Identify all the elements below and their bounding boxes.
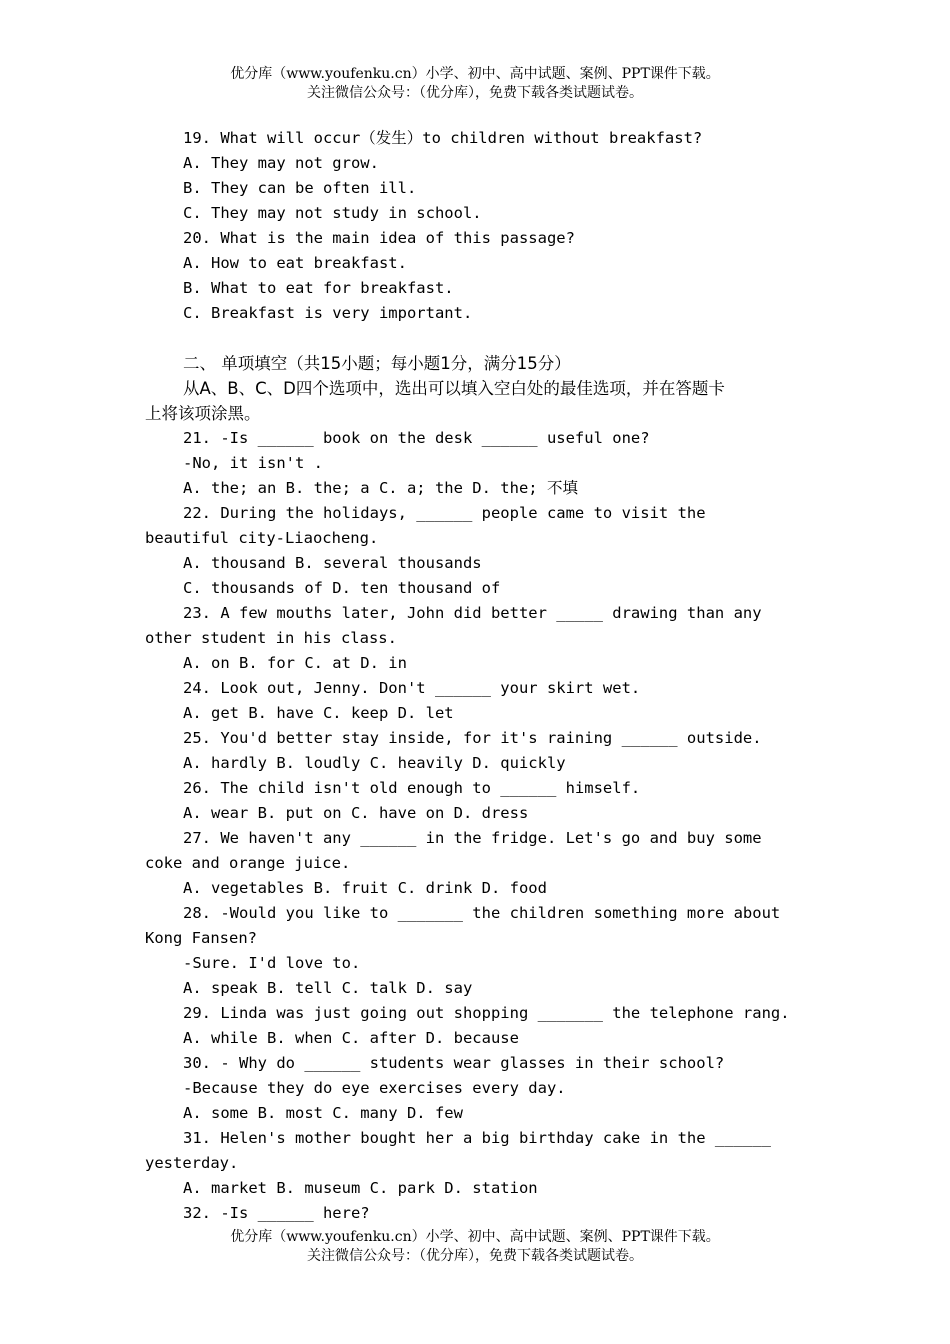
section-2-instruction: 从A、B、C、D四个选项中，选出可以填入空白处的最佳选项，并在答题卡	[183, 379, 725, 398]
question-line: 31. Helen's mother bought her a big birthday cake in the ______	[183, 1129, 771, 1147]
question-line: 32. -Is ______ here?	[183, 1204, 370, 1222]
question-line: 26. The child isn't old enough to ______ himself.	[183, 779, 641, 797]
question-line: -Sure. I'd love to.	[183, 954, 361, 972]
question-line: 22. During the holidays, ______ people came to visit the	[183, 504, 706, 522]
reading-line: 20. What is the main idea of this passage?	[183, 229, 575, 247]
reading-line: C. They may not study in school.	[183, 204, 482, 222]
question-line: 29. Linda was just going out shopping _______ the telephone rang.	[183, 1004, 790, 1022]
question-line: A. vegetables B. fruit C. drink D. food	[183, 879, 547, 897]
fill-blank-questions	[145, 426, 815, 1226]
section-gap	[145, 326, 815, 351]
page-footer-line1: 优分库（www.youfenku.cn）小学、初中、高中试题、案例、PPT课件下载。	[230, 1229, 720, 1245]
reading-line: C. Breakfast is very important.	[183, 304, 473, 322]
reading-line: A. They may not grow.	[183, 154, 379, 172]
question-line: -No, it isn't .	[183, 454, 323, 472]
section-2-instruction-cont: 上将该项涂黑。	[145, 404, 261, 423]
question-line: A. while B. when C. after D. because	[183, 1029, 519, 1047]
question-line: 23. A few mouths later, John did better _____ drawing than any	[183, 604, 762, 622]
question-line: A. the; an B. the; a C. a; the D. the; 不填	[183, 479, 578, 497]
question-line: Kong Fansen?	[145, 929, 257, 947]
reading-line: B. What to eat for breakfast.	[183, 279, 454, 297]
question-line: A. thousand B. several thousands	[183, 554, 482, 572]
question-line: beautiful city-Liaocheng.	[145, 529, 379, 547]
question-line: A. market B. museum C. park D. station	[183, 1179, 538, 1197]
question-line: A. on B. for C. at D. in	[183, 654, 407, 672]
question-line: 24. Look out, Jenny. Don't ______ your skirt wet.	[183, 679, 641, 697]
question-line: A. wear B. put on C. have on D. dress	[183, 804, 529, 822]
question-line: -Because they do eye exercises every day.	[183, 1079, 566, 1097]
question-line: A. get B. have C. keep D. let	[183, 704, 454, 722]
page-header-line1: 优分库（www.youfenku.cn）小学、初中、高中试题、案例、PPT课件下载。	[230, 66, 720, 82]
page-footer-line2: 关注微信公众号：（优分库），免费下载各类试题试卷。	[307, 1248, 643, 1264]
question-line: C. thousands of D. ten thousand of	[183, 579, 501, 597]
question-line: A. hardly B. loudly C. heavily D. quickly	[183, 754, 566, 772]
question-line: A. speak B. tell C. talk D. say	[183, 979, 473, 997]
reading-questions	[145, 126, 815, 326]
question-line: 25. You'd better stay inside, for it's raining ______ outside.	[183, 729, 762, 747]
question-line: 30. - Why do ______ students wear glasses in their school?	[183, 1054, 725, 1072]
question-line: yesterday.	[145, 1154, 239, 1172]
page-header-line2: 关注微信公众号：（优分库），免费下载各类试题试卷。	[307, 85, 643, 101]
reading-line: B. They can be often ill.	[183, 179, 417, 197]
reading-line: 19. What will occur（发生）to children without breakfast?	[183, 129, 703, 147]
question-line: other student in his class.	[145, 629, 397, 647]
document-body	[145, 126, 815, 1226]
question-line: 21. -Is ______ book on the desk ______ useful one?	[183, 429, 650, 447]
question-line: 27. We haven't any ______ in the fridge. Let's go and buy some	[183, 829, 762, 847]
question-line: 28. -Would you like to _______ the children something more about	[183, 904, 781, 922]
question-line: coke and orange juice.	[145, 854, 351, 872]
reading-line: A. How to eat breakfast.	[183, 254, 407, 272]
question-line: A. some B. most C. many D. few	[183, 1104, 463, 1122]
section-2-title: 二、 单项填空（共15小题；每小题1分，满分15分）	[183, 354, 571, 373]
